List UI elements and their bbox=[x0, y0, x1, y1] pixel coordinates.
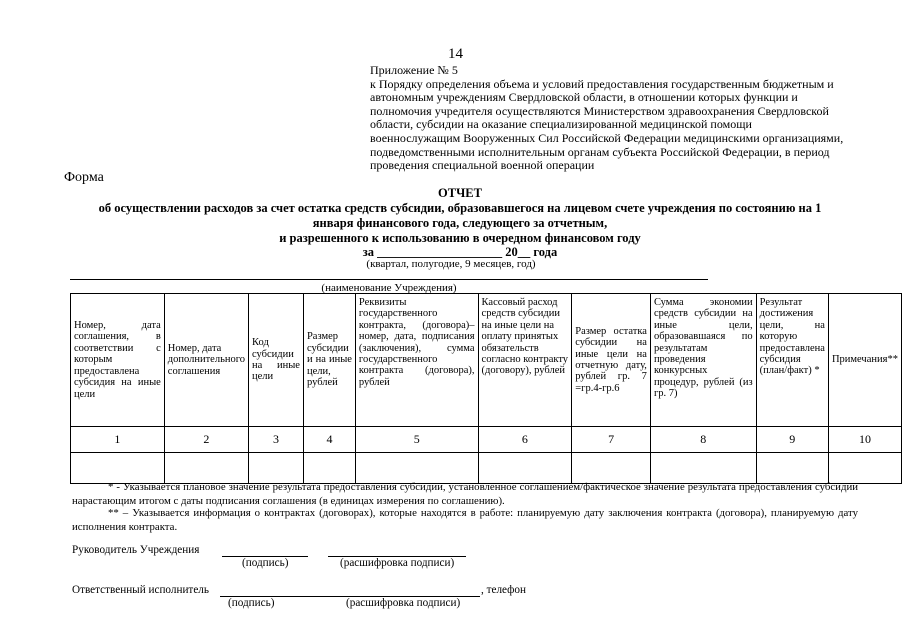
form-label: Форма bbox=[64, 170, 104, 185]
header-cell: Размер остатка субсидии на иные цели на отчетную дату, рублей гр. 7 =гр.4-гр.6 bbox=[572, 294, 651, 427]
report-title: ОТЧЕТ bbox=[438, 186, 482, 200]
executor-label: Ответственный исполнитель bbox=[72, 584, 209, 596]
column-number: 6 bbox=[478, 427, 572, 453]
header-cell: Размер субсидии и на иные цели, рублей bbox=[303, 294, 355, 427]
header-cell: Сумма экономии средств субсидии на иные цели, образовавшаяся по результатам проведения конкурсных процедур, рублей (из гр. 7) bbox=[650, 294, 756, 427]
table-cell[interactable] bbox=[572, 453, 651, 484]
column-number: 8 bbox=[650, 427, 756, 453]
annex-title: Приложение № 5 bbox=[370, 63, 458, 77]
column-number: 9 bbox=[756, 427, 828, 453]
column-number: 5 bbox=[355, 427, 478, 453]
head-label: Руководитель Учреждения bbox=[72, 544, 200, 556]
table-cell[interactable] bbox=[249, 453, 304, 484]
table-cell[interactable] bbox=[478, 453, 572, 484]
column-number: 4 bbox=[303, 427, 355, 453]
footnote-1: * - Указывается плановое значение результата предоставления субсидии, установленное соглашением/фактическое значение результата предоставления субсидии нарастающим итогом с даты подписания соглашения (в единицах измерения по соглашению). bbox=[72, 481, 858, 507]
table-cell[interactable] bbox=[303, 453, 355, 484]
header-cell: Кассовый расход средств субсидии на иные цели на оплату принятых обязательств согласно контракту (договору), рублей bbox=[478, 294, 572, 427]
column-number: 3 bbox=[249, 427, 304, 453]
report-subtitle-line1: об осуществлении расходов за счет остатка средств субсидии, образовавшегося на лицевом счете учреждения по состоянию на 1 bbox=[98, 201, 822, 215]
header-cell: Номер, дата дополнительного соглашения bbox=[164, 294, 248, 427]
header-cell: Результат достижения цели, на которую предоставлена субсидия (план/факт) * bbox=[756, 294, 828, 427]
header-cell: Код субсидии на иные цели bbox=[249, 294, 304, 427]
header-cell: Номер, дата соглашения, в соответствии с которым предоставлена субсидия на иные цели bbox=[71, 294, 165, 427]
head-signature-caption: (подпись) bbox=[242, 557, 289, 569]
table-cell[interactable] bbox=[650, 453, 756, 484]
report-period-line: за ____________________ 20__ года bbox=[362, 245, 558, 259]
institution-line bbox=[70, 279, 708, 280]
period-hint: (квартал, полугодие, 9 месяцев, год) bbox=[366, 258, 536, 270]
table-empty-row bbox=[71, 453, 902, 484]
report-subtitle-line3: и разрешенного к использованию в очередном финансовом году bbox=[279, 231, 641, 245]
table-cell[interactable] bbox=[828, 453, 901, 484]
head-decoding-caption: (расшифровка подписи) bbox=[340, 557, 455, 569]
header-cell: Реквизиты государственного контракта, (договора)– номер, дата, подписания (заключения), сумма государственного контракта (договора), рублей bbox=[355, 294, 478, 427]
report-table bbox=[70, 293, 902, 484]
institution-caption: (наименование Учреждения) bbox=[321, 282, 457, 294]
report-subtitle-line2: января финансового года, следующего за отчетным, bbox=[312, 216, 608, 230]
executor-decoding-caption: (расшифровка подписи) bbox=[346, 597, 461, 609]
annex-block bbox=[370, 64, 845, 173]
footnote-2: ** – Указывается информация о контрактах (договорах), которые находятся в работе: планируемую дату заключения контракта (договора), планируемую дату исполнения контракта. bbox=[72, 507, 858, 533]
annex-text: к Порядку определения объема и условий предоставления государственным бюджетным и автономным учреждениям Свердловской области, в отношении которых функции и полномочия учредителя осуществляются Министерством здравоохранения Свердловской области, субсидии на оказание специализированной медицинской помощи военнослужащим Вооруженных Сил Российской Федерации медицинскими организациями, подведомственными исполнительным органам субъекта Российской Федерации, в период проведения специальной военной операции bbox=[370, 76, 844, 173]
column-number: 7 bbox=[572, 427, 651, 453]
column-number: 1 bbox=[71, 427, 165, 453]
table-number-row bbox=[71, 427, 902, 453]
header-cell: Примечания** bbox=[828, 294, 901, 427]
table-header-row bbox=[71, 294, 902, 427]
column-number: 2 bbox=[164, 427, 248, 453]
table-cell[interactable] bbox=[71, 453, 165, 484]
table-cell[interactable] bbox=[756, 453, 828, 484]
phone-label: , телефон bbox=[481, 584, 526, 596]
executor-signature-caption: (подпись) bbox=[228, 597, 275, 609]
table-cell[interactable] bbox=[355, 453, 478, 484]
table-cell[interactable] bbox=[164, 453, 248, 484]
page-number: 14 bbox=[448, 46, 463, 62]
column-number: 10 bbox=[828, 427, 901, 453]
